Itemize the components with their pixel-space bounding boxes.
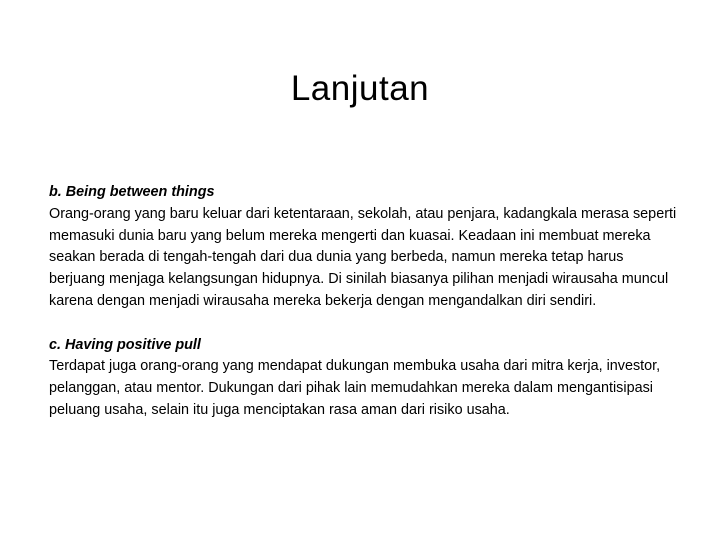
section-heading: c. Having positive pull — [49, 336, 201, 353]
section-having-positive-pull — [49, 335, 681, 422]
section-being-between-things — [49, 182, 681, 313]
section-heading: b. Being between things — [49, 184, 215, 200]
section-body: Terdapat juga orang-orang yang mendapat dukungan membuka usaha dari mitra kerja, investor, pelanggan, atau mentor. Dukungan dari pihak lain memudahkan mereka dalam mengantisipasi peluang usaha, selain itu juga menciptakan rasa aman dari risiko usaha. — [49, 358, 661, 418]
slide-content — [49, 182, 681, 422]
section-body: Orang-orang yang baru keluar dari ketentaraan, sekolah, atau penjara, kadangkala merasa seperti memasuki dunia baru yang belum mereka mengerti dan kuasai. Keadaan ini membuat mereka seakan berada di tengah-tengah dari dua dunia yang berbeda, namun mereka tetap harus berjuang menjaga kelangsungan hidupnya. Di sinilah biasanya pilihan menjadi wirausaha muncul karena dengan menjadi wirausaha mereka bekerja dengan mengandalkan diri sendiri. — [49, 205, 677, 309]
slide-title: Lanjutan — [290, 69, 430, 109]
